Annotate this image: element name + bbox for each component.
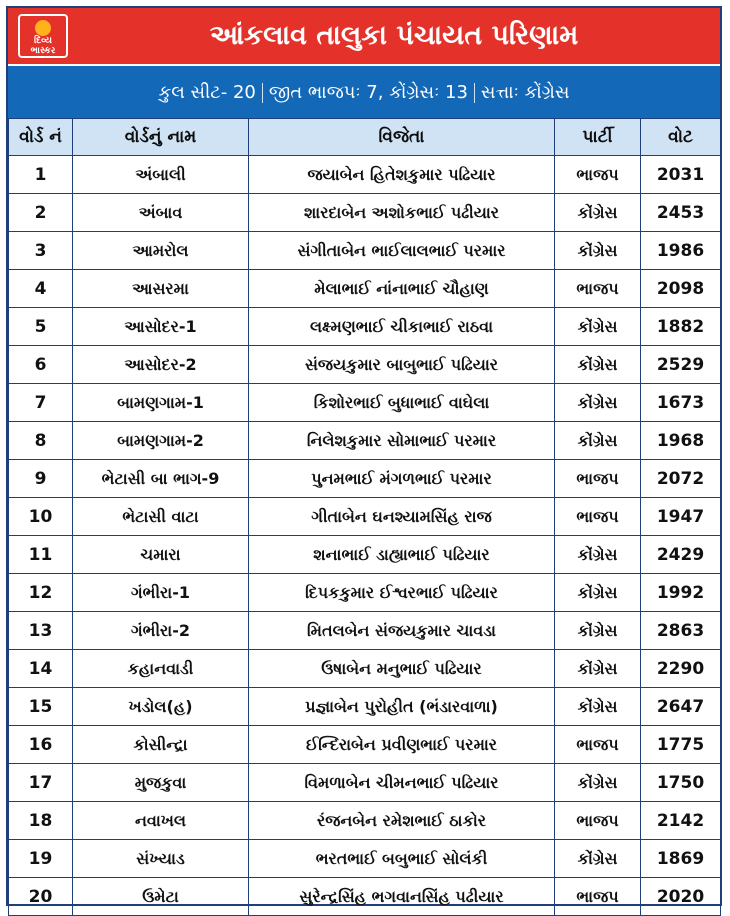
vote-count: 2529 (641, 346, 721, 384)
ward-name: ખડોલ(હ) (73, 688, 249, 726)
ward-number: 18 (9, 802, 73, 840)
vote-count: 2429 (641, 536, 721, 574)
vote-count: 2020 (641, 878, 721, 916)
ward-name: ગંભીરા-2 (73, 612, 249, 650)
ward-number: 20 (9, 878, 73, 916)
page-title: આંકલાવ તાલુકા પંચાયત પરિણામ (209, 20, 579, 51)
divya-bhaskar-logo (18, 14, 68, 58)
winner-name: રંજનબેન રમેશભાઈ ઠાકોર (249, 802, 555, 840)
seats-won: જીત ભાજપઃ 7, કોંગ્રેસઃ 13 (268, 82, 468, 103)
results-card (6, 6, 722, 906)
separator (474, 83, 475, 103)
vote-count: 1869 (641, 840, 721, 878)
summary-bar (8, 64, 720, 118)
winner-name: લક્ષ્મણભાઈ ચીકાભાઈ રાઠવા (249, 308, 555, 346)
ward-number: 3 (9, 232, 73, 270)
winner-name: મિતલબેન સંજયકુમાર ચાવડા (249, 612, 555, 650)
vote-count: 2142 (641, 802, 721, 840)
party-name: ભાજપ (555, 498, 641, 536)
winner-name: જયાબેન હિતેશકુમાર પઢિયાર (249, 156, 555, 194)
ward-name: અંબાવ (73, 194, 249, 232)
vote-count: 1986 (641, 232, 721, 270)
winner-name: નિલેશકુમાર સોમાભાઈ પરમાર (249, 422, 555, 460)
header-ward-name: વોર્ડનું નામ (73, 119, 249, 156)
ward-number: 15 (9, 688, 73, 726)
ward-number: 4 (9, 270, 73, 308)
party-name: કોંગ્રેસ (555, 308, 641, 346)
winner-name: સુરેન્દ્રસિંહ ભગવાનસિંહ પઢીયાર (249, 878, 555, 916)
ward-name: બામણગામ-1 (73, 384, 249, 422)
vote-count: 1947 (641, 498, 721, 536)
party-name: કોંગ્રેસ (555, 764, 641, 802)
winner-name: ભરતભાઈ બબુભાઈ સોલંકી (249, 840, 555, 878)
winner-name: પુનમભાઈ મંગળભાઈ પરમાર (249, 460, 555, 498)
ward-name: આમરોલ (73, 232, 249, 270)
ward-name: કહાનવાડી (73, 650, 249, 688)
party-name: કોંગ્રેસ (555, 536, 641, 574)
ward-name: ઉમેટા (73, 878, 249, 916)
table-row (9, 384, 721, 422)
ward-number: 13 (9, 612, 73, 650)
table-row (9, 650, 721, 688)
table-row (9, 726, 721, 764)
sun-icon (35, 20, 51, 36)
table-row (9, 498, 721, 536)
vote-count: 2031 (641, 156, 721, 194)
ward-name: સંખ્યાડ (73, 840, 249, 878)
vote-count: 2647 (641, 688, 721, 726)
party-name: કોંગ્રેસ (555, 346, 641, 384)
vote-count: 1882 (641, 308, 721, 346)
ward-number: 14 (9, 650, 73, 688)
party-name: ભાજપ (555, 802, 641, 840)
ward-name: ગંભીરા-1 (73, 574, 249, 612)
party-name: કોંગ્રેસ (555, 194, 641, 232)
logo-text-line-1: દિવ્ય (34, 36, 52, 46)
party-name: ભાજપ (555, 726, 641, 764)
winner-name: કિશોરભાઈ બુધાભાઈ વાઘેલા (249, 384, 555, 422)
table-row (9, 156, 721, 194)
table-row (9, 422, 721, 460)
winner-name: શારદાબેન અશોકભાઈ પઢીયાર (249, 194, 555, 232)
ward-number: 10 (9, 498, 73, 536)
table-row (9, 346, 721, 384)
header-votes: વોટ (641, 119, 721, 156)
winner-name: દિપકકુમાર ઈશ્વરભાઈ પઢિયાર (249, 574, 555, 612)
table-header-row (9, 119, 721, 156)
table-row (9, 536, 721, 574)
winner-name: વિમળાબેન ચીમનભાઈ પઢિયાર (249, 764, 555, 802)
vote-count: 1673 (641, 384, 721, 422)
vote-count: 1750 (641, 764, 721, 802)
ward-number: 19 (9, 840, 73, 878)
ward-name: અંબાલી (73, 156, 249, 194)
party-name: કોંગ્રેસ (555, 840, 641, 878)
ward-number: 11 (9, 536, 73, 574)
vote-count: 1775 (641, 726, 721, 764)
header-party: પાર્ટી (555, 119, 641, 156)
header-bar (8, 8, 720, 64)
vote-count: 2098 (641, 270, 721, 308)
header-ward-no: વોર્ડ નં (9, 119, 73, 156)
ward-number: 8 (9, 422, 73, 460)
ward-number: 6 (9, 346, 73, 384)
ward-name: ચમારા (73, 536, 249, 574)
ward-name: મુજકુવા (73, 764, 249, 802)
ward-number: 9 (9, 460, 73, 498)
table-row (9, 460, 721, 498)
winner-name: શનાભાઈ ડાહ્યાભાઈ પઢિયાર (249, 536, 555, 574)
ward-name: આસોદર-1 (73, 308, 249, 346)
table-row (9, 232, 721, 270)
ward-number: 12 (9, 574, 73, 612)
ward-name: બામણગામ-2 (73, 422, 249, 460)
vote-count: 2290 (641, 650, 721, 688)
ward-name: આસોદર-2 (73, 346, 249, 384)
table-row (9, 688, 721, 726)
table-row (9, 308, 721, 346)
party-name: કોંગ્રેસ (555, 650, 641, 688)
table-row (9, 840, 721, 878)
separator (262, 83, 263, 103)
party-name: કોંગ્રેસ (555, 232, 641, 270)
logo-text-line-2: ભાસ્કર (30, 46, 56, 56)
party-name: કોંગ્રેસ (555, 422, 641, 460)
ward-number: 17 (9, 764, 73, 802)
header-winner: વિજેતા (249, 119, 555, 156)
winner-name: મેલાભાઈ નાંનાભાઈ ચૌહાણ (249, 270, 555, 308)
logo-text (20, 36, 66, 56)
ward-number: 1 (9, 156, 73, 194)
ward-name: ભેટાસી બા ભાગ-9 (73, 460, 249, 498)
table-row (9, 612, 721, 650)
winner-name: ઉષાબેન મનુભાઈ પઢિયાર (249, 650, 555, 688)
vote-count: 1968 (641, 422, 721, 460)
vote-count: 2072 (641, 460, 721, 498)
table-row (9, 764, 721, 802)
table-row (9, 270, 721, 308)
winner-name: પ્રજ્ઞાબેન પુરોહીત (ભંડારવાળા) (249, 688, 555, 726)
vote-count: 1992 (641, 574, 721, 612)
party-name: કોંગ્રેસ (555, 574, 641, 612)
table-row (9, 574, 721, 612)
party-name: કોંગ્રેસ (555, 384, 641, 422)
party-name: કોંગ્રેસ (555, 612, 641, 650)
ward-number: 7 (9, 384, 73, 422)
ward-number: 5 (9, 308, 73, 346)
table-row (9, 878, 721, 916)
results-table (8, 118, 721, 916)
ward-name: આસરમા (73, 270, 249, 308)
party-name: કોંગ્રેસ (555, 688, 641, 726)
table-row (9, 194, 721, 232)
party-name: ભાજપ (555, 156, 641, 194)
winner-name: સંગીતાબેન ભાઈલાલભાઈ પરમાર (249, 232, 555, 270)
ward-name: કોસીન્દ્રા (73, 726, 249, 764)
party-name: ભાજપ (555, 878, 641, 916)
vote-count: 2863 (641, 612, 721, 650)
ward-name: નવાખલ (73, 802, 249, 840)
party-name: ભાજપ (555, 270, 641, 308)
ward-name: ભેટાસી વાટા (73, 498, 249, 536)
winner-name: ઈન્દિરાબેન પ્રવીણભાઈ પરમાર (249, 726, 555, 764)
total-seats: કુલ સીટ- 20 (158, 82, 256, 103)
winner-name: સંજયકુમાર બાબુભાઈ પઢિયાર (249, 346, 555, 384)
table-row (9, 802, 721, 840)
vote-count: 2453 (641, 194, 721, 232)
party-name: ભાજપ (555, 460, 641, 498)
winner-name: ગીતાબેન ઘનશ્યામસિંહ રાજ (249, 498, 555, 536)
ward-number: 16 (9, 726, 73, 764)
ward-number: 2 (9, 194, 73, 232)
power-holder: સત્તાઃ કોંગ્રેસ (480, 82, 570, 103)
